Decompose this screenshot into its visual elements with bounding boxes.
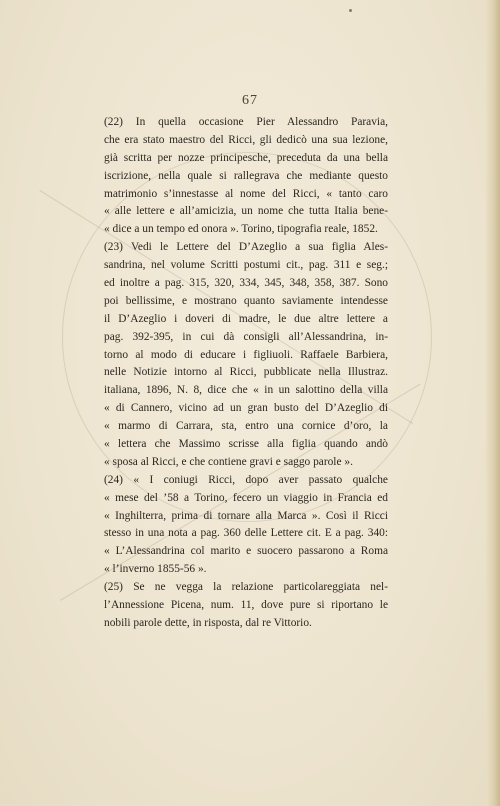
text-line: l’Annessione Picena, num. 11, dove pure si riportano le (104, 599, 388, 612)
text-line: « sposa al Ricci, e che contiene gravi e saggo parole ». (104, 455, 353, 468)
text-line: nelle Notizie intorno al Ricci, pubblicate nella Illustraz. (104, 366, 388, 379)
text-line: (23) Vedi le Lettere del D’Azeglio a sua figlia Ales- (104, 241, 388, 254)
text-line: iscrizione, nella quale si rallegrava che mediante questo (104, 169, 388, 182)
text-line: (25) Se ne vegga la relazione particolareggiata nel- (104, 581, 388, 594)
text-line: « mese del ’58 a Torino, fecero un viaggio in Francia ed (104, 491, 388, 504)
text-line: « marmo di Carrara, sta, entro una cornice d’oro, la (104, 420, 388, 433)
text-line: « L’Alessandrina col marito e suocero passarono a Roma (104, 545, 388, 558)
text-line: poi bellissime, e mostrano quanto saviamente intendesse (104, 294, 388, 307)
text-line: « Inghilterra, prima di tornare alla Marca ». Così il Ricci (104, 509, 388, 522)
text-line: stesso in una nota a pag. 360 delle Lettere cit. E a pag. 340: (104, 527, 388, 540)
text-line: (24) « I coniugi Ricci, dopo aver passato qualche (104, 473, 388, 486)
text-line: (22) In quella occasione Pier Alessandro Paravia, (104, 116, 388, 128)
text-line: sandrina, nel volume Scritti postumi cit., pag. 311 e seg.; (104, 259, 388, 272)
text-line: « alle lettere e all’amicizia, un nome che tutta Italia bene- (104, 205, 388, 218)
page-number: 67 (242, 93, 258, 108)
text-line: « lettera che Massimo scrisse alla figlia quando andò (104, 438, 388, 451)
page-edge (486, 0, 500, 806)
text-line: pag. 392-395, in cui dà consigli all’Alessandrina, in- (104, 330, 388, 343)
footnotes-text (104, 114, 388, 633)
ink-speck (349, 9, 352, 12)
text-line: italiana, 1896, N. 8, dice che « in un salottino della villa (104, 384, 388, 397)
text-line: ed inoltre a pag. 315, 320, 334, 345, 348, 358, 387. Sono (104, 277, 388, 290)
text-line: « dice a un tempo ed onora ». Torino, tipografia reale, 1852. (104, 223, 378, 236)
text-line: torno al modo di educare i figliuoli. Raffaele Barbiera, (104, 348, 388, 361)
text-line: « di Cannero, vicino ad un gran busto del D’Azeglio di (104, 402, 388, 415)
text-line: nobili parole dette, in risposta, dal re Vittorio. (104, 616, 312, 629)
text-line: matrimonio s’innestasse al nome del Ricci, « tanto caro (104, 187, 388, 200)
text-line: il D’Azeglio i doveri di madre, le due altre lettere a (104, 312, 388, 325)
text-line: che era stato maestro del Ricci, gli dedicò una sua lezione, (104, 133, 388, 146)
text-line: già scritta per nozze principesche, preceduta da una bella (104, 151, 388, 164)
text-line: « l’inverno 1855-56 ». (104, 563, 207, 576)
